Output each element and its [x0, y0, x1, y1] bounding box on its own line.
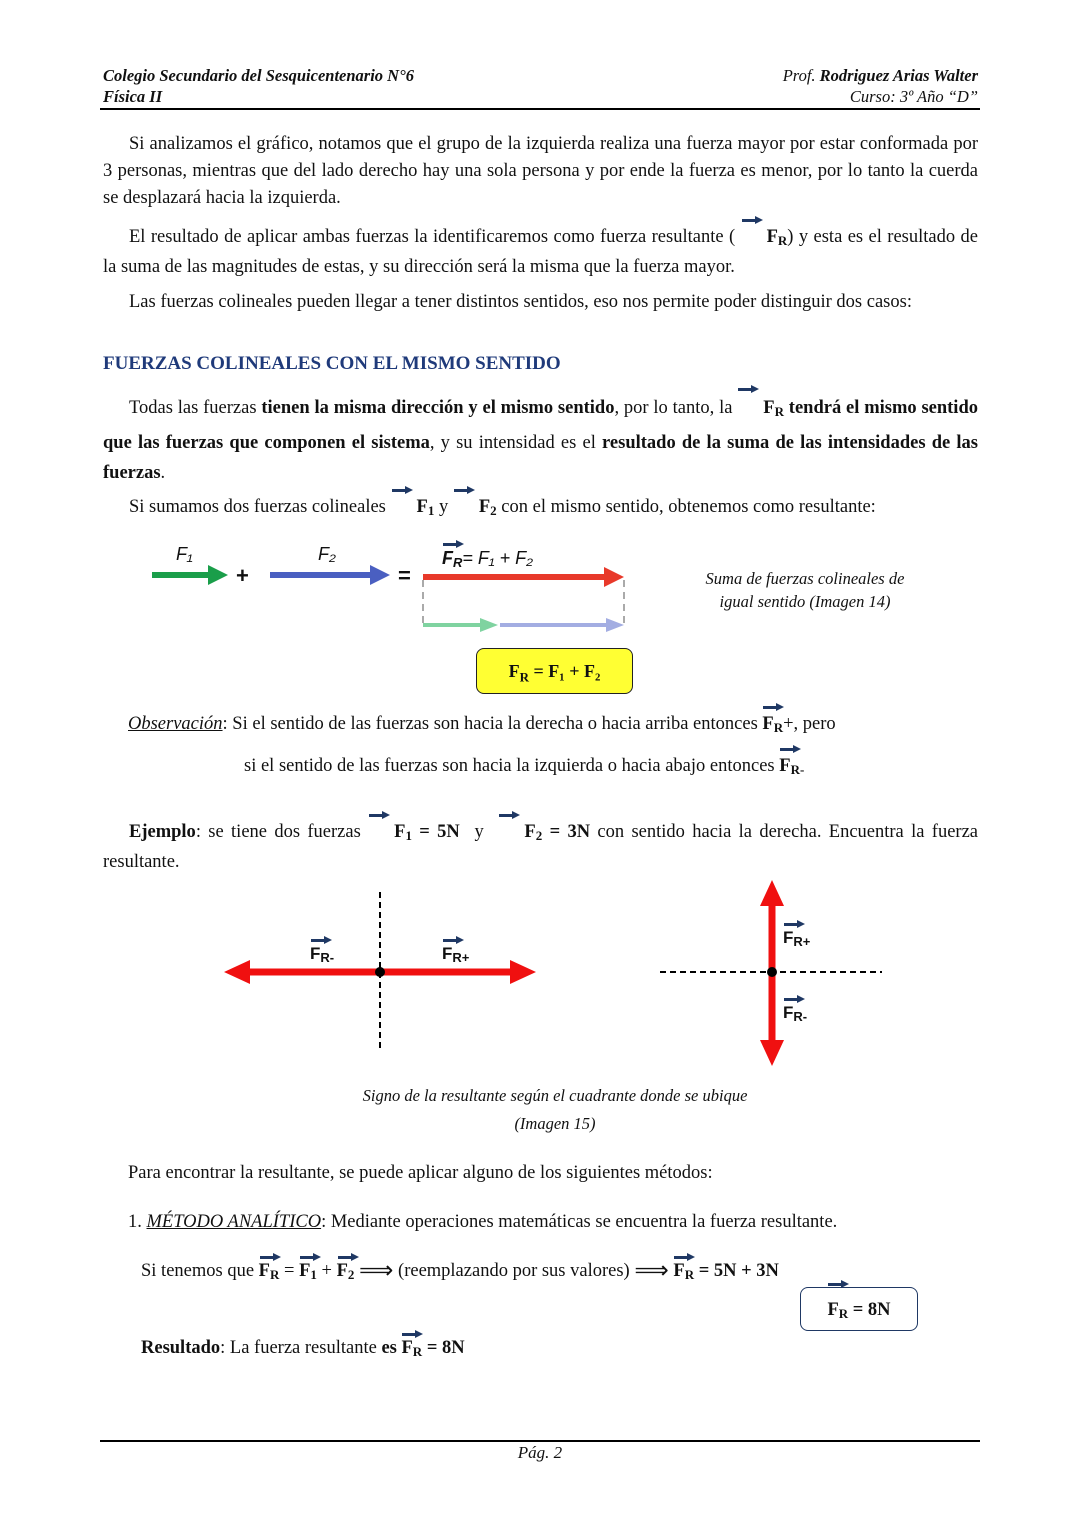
section-title: FUERZAS COLINEALES CON EL MISMO SENTIDO [103, 353, 561, 374]
sum-formula-box: $F_R = F_1 + F_2$ [476, 648, 633, 694]
f1-label: F₁ [176, 544, 193, 564]
prof-prefix: Prof. [782, 66, 816, 85]
header-rule [100, 108, 980, 110]
observation-2: si el sentido de las fuerzas son hacia la izquierda o hacia abajo entonces $F_{R-}$ [244, 753, 804, 783]
course: Curso: 3º Año “D” [849, 87, 978, 106]
prof-name: Rodriguez Arias Walter [819, 66, 978, 85]
resultant-sign-diagram [0, 870, 1080, 1070]
calc-line: Si tenemos que $F_R = F_1 + F_2$ ⟹ (reemplazando por sus valores) ⟹ $F_R = 5N + 3N$ [141, 1258, 779, 1284]
vector-fr: $F_R$ [741, 224, 788, 254]
paragraph-1: Si analizamos el gráfico, notamos que el grupo de la izquierda realiza una fuerza mayor por estar conformada por 3 personas, mientras que del lado derecho hay una sola persona y por ende la fuerza es menor, por lo tanto la cuerda se desplazará hacia la izquierda. [103, 134, 978, 208]
method-1: 1. MÉTODO ANALÍTICO: Mediante operaciones matemáticas se encuentra la fuerza resultante. [128, 1212, 838, 1232]
example: Ejemplo: se tiene dos fuerzas $F_1 = 5N$ y $F_2 = 3N$ con sentido hacia la derecha. Encuentra la fuerza resultante. [103, 819, 978, 876]
collinear-sum-diagram [140, 530, 640, 640]
header-left [103, 65, 414, 107]
vector-f2: $F_2$ [453, 494, 497, 524]
f2-light-arrow [606, 618, 624, 632]
vector-fr: $F_R$ [737, 393, 784, 428]
plus-sign: + [236, 563, 249, 588]
label-fr-plus-v: $F_{R+}$ [783, 928, 811, 949]
label-fr-minus-v: $F_{R-}$ [783, 1003, 808, 1024]
equals-sign: = [398, 563, 411, 588]
caption-imagen-14: Suma de fuerzas colineales de igual sentido (Imagen 14) [705, 569, 905, 611]
header-right [783, 65, 978, 107]
dashed-guides [423, 580, 624, 625]
result-line: Resultado: La fuerza resultante es $F_R = 8N$ [141, 1338, 465, 1359]
footer-rule [100, 1440, 980, 1442]
caption-imagen-15: Signo de la resultante según el cuadrante donde se ubique (Imagen 15) [362, 1086, 748, 1133]
paragraph-4: Todas las fuerzas tienen la misma dirección y el mismo sentido, por lo tanto, la $F_R$ tendrá el mismo sentido que las fuerzas que componen el sistema, y su intensidad es el resultado de la suma de las intensidades de las fuerzas. [103, 393, 978, 489]
page-number: Pág. 2 [517, 1443, 563, 1462]
f2-label: F₂ [318, 544, 336, 564]
f1-light-arrow [480, 618, 498, 632]
result-box: $F_R = 8N$ [800, 1287, 918, 1331]
implies-arrow-icon: ⟹ [359, 1258, 394, 1284]
paragraph-3: Las fuerzas colineales pueden llegar a tener distintos sentidos, eso nos permite poder distinguir dos casos: [129, 292, 912, 312]
vector-f1: $F_1$ [391, 494, 435, 524]
methods-intro: Para encontrar la resultante, se puede aplicar alguno de los siguientes métodos: [128, 1163, 713, 1183]
label-fr-minus-h: $F_{R-}$ [310, 944, 335, 965]
paragraph-5: Si sumamos dos fuerzas colineales $F_1$ y $F_2$ con el mismo sentido, obtenemos como resultante: [103, 494, 978, 524]
school-name: Colegio Secundario del Sesquicentenario N°6 [103, 66, 414, 85]
paragraph-2: El resultado de aplicar ambas fuerzas la identificaremos como fuerza resultante ( $F_R$) y esta es el resultado de la suma de las magnitudes de estas, y su dirección será la misma que la fuerza mayor. [103, 224, 978, 281]
subject-name: Física II [103, 87, 163, 106]
label-fr-plus-h: $F_{R+}$ [442, 944, 470, 965]
fr-equation: $F_R= F_1 + F_2$ [442, 548, 533, 570]
observation: Observación: Si el sentido de las fuerzas son hacia la derecha o hacia arriba entonces $F_R+$, pero [128, 711, 836, 741]
implies-arrow-icon: ⟹ [634, 1258, 669, 1284]
